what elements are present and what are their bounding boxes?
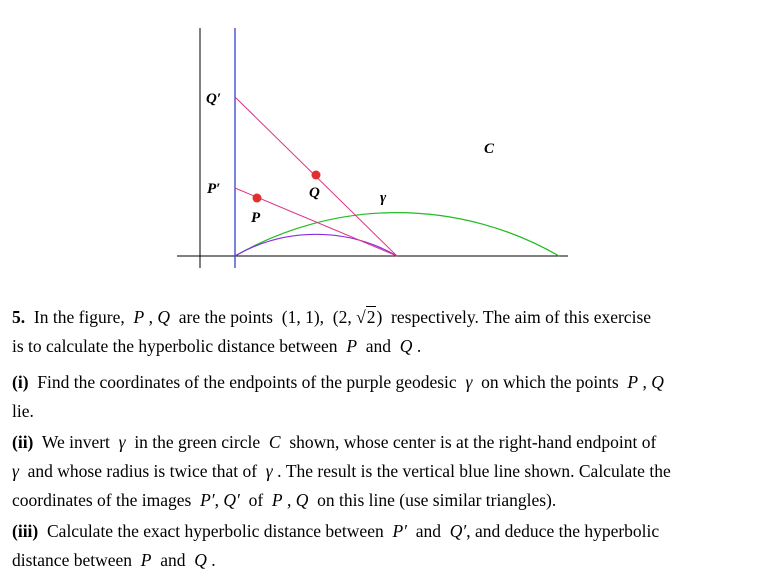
point-1-coords: (1, 1) xyxy=(281,307,320,327)
text: coordinates of the images xyxy=(12,490,192,510)
math-P-prime: P′ xyxy=(392,521,408,541)
problem-number: 5. xyxy=(12,307,26,327)
part-iii-line-1 xyxy=(12,516,748,546)
text: on which the points xyxy=(481,372,619,392)
label-C: C xyxy=(484,141,495,157)
text: and xyxy=(160,550,186,570)
math-P: P xyxy=(133,307,145,327)
point-P xyxy=(253,194,262,203)
math-P: P xyxy=(346,336,358,356)
comma: , xyxy=(214,490,219,510)
text: and xyxy=(365,336,392,356)
math-gamma: γ xyxy=(12,461,19,481)
period: . xyxy=(416,336,422,356)
label-Q: Q xyxy=(309,185,320,201)
intro-text: In the figure, xyxy=(33,307,125,327)
period: . xyxy=(211,550,216,570)
math-Q: Q xyxy=(399,336,413,356)
part-ii-line-2 xyxy=(12,456,748,486)
text: We invert xyxy=(41,432,110,452)
math-Q: Q xyxy=(295,490,309,510)
part-iii-label: (iii) xyxy=(12,521,39,541)
math-Q-prime: Q′ xyxy=(223,490,240,510)
text: Calculate the exact hyperbolic distance between xyxy=(47,521,384,541)
comma: , xyxy=(286,490,292,510)
text: Find the coordinates of the endpoints of the purple geodesic xyxy=(37,372,457,392)
text: respectively. The aim of this exercise xyxy=(391,307,652,327)
math-gamma: γ xyxy=(465,372,473,392)
math-Q: Q xyxy=(157,307,170,327)
math-gamma: γ xyxy=(265,461,273,481)
label-gamma: γ xyxy=(380,190,387,206)
math-P: P xyxy=(271,490,283,510)
text: of xyxy=(248,490,264,510)
problem-line-1 xyxy=(12,302,748,332)
comma: , xyxy=(642,372,647,392)
part-ii-label: (ii) xyxy=(12,432,34,452)
math-Q: Q xyxy=(194,550,207,570)
comma: , xyxy=(319,307,325,327)
math-C: C xyxy=(268,432,281,452)
label-P: P xyxy=(251,210,261,226)
text: and whose radius is twice that of xyxy=(27,461,258,481)
math-Q-prime: Q′ xyxy=(449,521,467,541)
point-2-coords xyxy=(333,307,383,327)
text: shown, whose center is at the right-hand endpoint of xyxy=(289,432,657,452)
math-P: P xyxy=(627,372,639,392)
label-Q-prime: Q′ xyxy=(206,91,222,107)
text: and xyxy=(415,521,442,541)
text: are the points xyxy=(178,307,273,327)
green-circle-C xyxy=(235,213,559,256)
comma: , xyxy=(148,307,153,327)
part-i-line-1 xyxy=(12,367,748,397)
math-P: P xyxy=(140,550,152,570)
math-P-prime: P′ xyxy=(200,490,215,510)
text: lie. xyxy=(12,401,34,421)
purple-geodesic-gamma xyxy=(235,234,397,256)
sqrt-symbol: √2 xyxy=(356,307,376,327)
pt2-prefix: (2, xyxy=(332,307,352,327)
text: is to calculate the hyperbolic distance between xyxy=(12,336,338,356)
part-ii-line-1 xyxy=(12,427,748,457)
problem-line-2 xyxy=(12,331,748,361)
text: in the green circle xyxy=(134,432,261,452)
part-i-label: (i) xyxy=(12,372,29,392)
text: . The result is the vertical blue line shown. Calculate the xyxy=(277,461,671,481)
part-i-line-2 xyxy=(12,396,748,426)
math-Q: Q xyxy=(651,372,664,392)
text: distance between xyxy=(12,550,133,570)
part-iii-line-2 xyxy=(12,545,748,575)
text: on this line (use similar triangles). xyxy=(317,490,557,510)
pt2-suffix: ) xyxy=(376,307,383,327)
label-P-prime: P′ xyxy=(207,181,221,197)
point-Q xyxy=(312,171,321,180)
sqrt-arg: 2 xyxy=(366,307,376,327)
text: , and deduce the hyperbolic xyxy=(466,521,660,541)
part-ii-line-3 xyxy=(12,485,748,515)
math-gamma: γ xyxy=(118,432,126,452)
